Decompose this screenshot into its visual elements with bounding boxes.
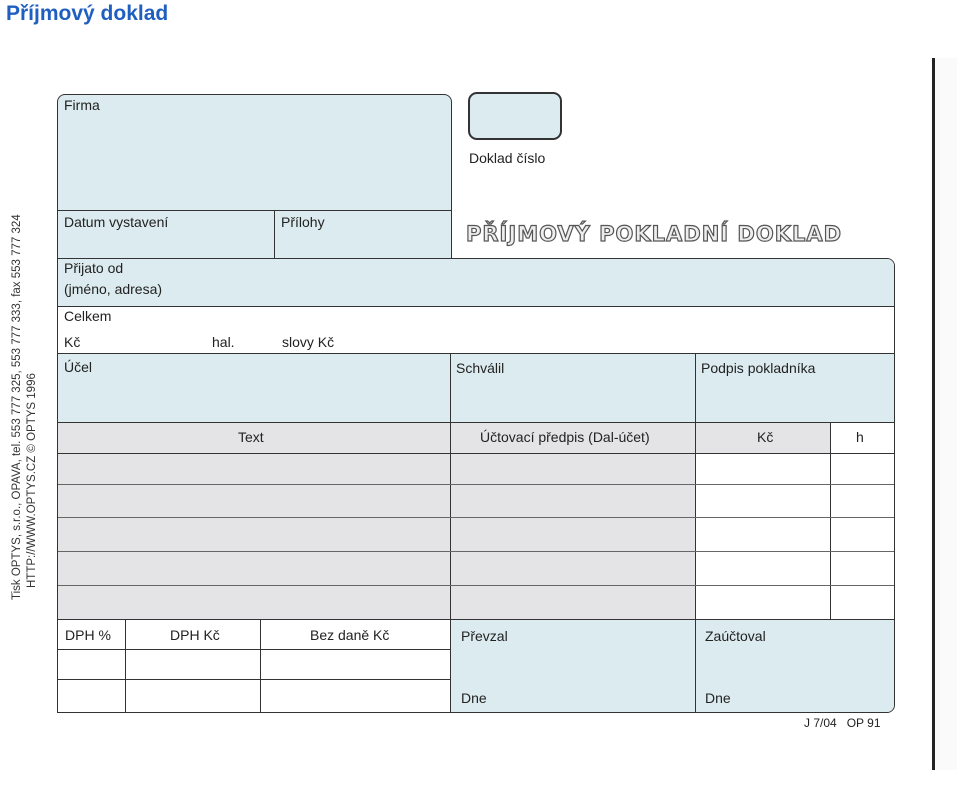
table-body-text[interactable]	[58, 454, 450, 619]
table-row	[58, 517, 894, 518]
hal-label: hal.	[212, 334, 235, 350]
firma-label: Firma	[64, 97, 100, 113]
document-title: PŘÍJMOVÝ POKLADNÍ DOKLAD	[466, 222, 843, 246]
col-header-uctovaci-predpis: Účtovací předpis (Dal-účet)	[480, 429, 650, 445]
table-row	[58, 551, 894, 552]
dph-pct-label: DPH %	[65, 627, 111, 643]
col-header-h: h	[856, 429, 864, 445]
doklad-cislo-field[interactable]	[468, 92, 562, 140]
ucel-label: Účel	[64, 359, 93, 375]
kc-label: Kč	[64, 334, 81, 350]
schvalil-label: Schválil	[456, 360, 505, 376]
table-row	[58, 585, 894, 586]
table-row	[58, 484, 894, 485]
dph-kc-label: DPH Kč	[170, 627, 220, 643]
printer-imprint	[10, 180, 40, 600]
prijato-od-field[interactable]	[58, 259, 894, 307]
col-header-kc: Kč	[757, 429, 774, 445]
celkem-field[interactable]	[58, 307, 894, 353]
jmeno-adresa-label: (jméno, adresa)	[64, 281, 163, 297]
zauctoval-label: Zaúčtoval	[705, 628, 766, 644]
firma-box[interactable]	[57, 94, 452, 212]
datum-vystaveni-label: Datum vystavení	[64, 214, 169, 230]
table-body-uctovaci[interactable]	[451, 454, 695, 619]
prijato-od-label: Přijato od	[64, 260, 124, 276]
printer-imprint-line1: Tisk OPTYS, s.r.o., OPAVA, tel. 553 777 325, 553 777 333, fax 553 777 324	[11, 214, 23, 600]
slovy-kc-label: slovy Kč	[282, 334, 335, 350]
page-edge	[932, 58, 957, 770]
col-header-text: Text	[238, 429, 264, 445]
celkem-label: Celkem	[64, 308, 112, 324]
table-header	[58, 423, 830, 453]
page-heading: Příjmový doklad	[6, 2, 169, 25]
prilohy-label: Přílohy	[281, 214, 325, 230]
ucel-field[interactable]	[58, 354, 450, 422]
form-code: J 7/04 OP 91	[804, 716, 881, 730]
prevzal-label: Převzal	[461, 628, 508, 644]
bez-dane-kc-label: Bez daně Kč	[310, 627, 390, 643]
podpis-pokladnika-label: Podpis pokladníka	[701, 360, 816, 376]
dne-label-2: Dne	[705, 690, 731, 706]
dne-label-1: Dne	[461, 690, 487, 706]
doklad-cislo-label: Doklad číslo	[469, 150, 546, 166]
printer-imprint-line2: HTTP://WWW.OPTYS.CZ © OPTYS 1996	[26, 373, 38, 588]
